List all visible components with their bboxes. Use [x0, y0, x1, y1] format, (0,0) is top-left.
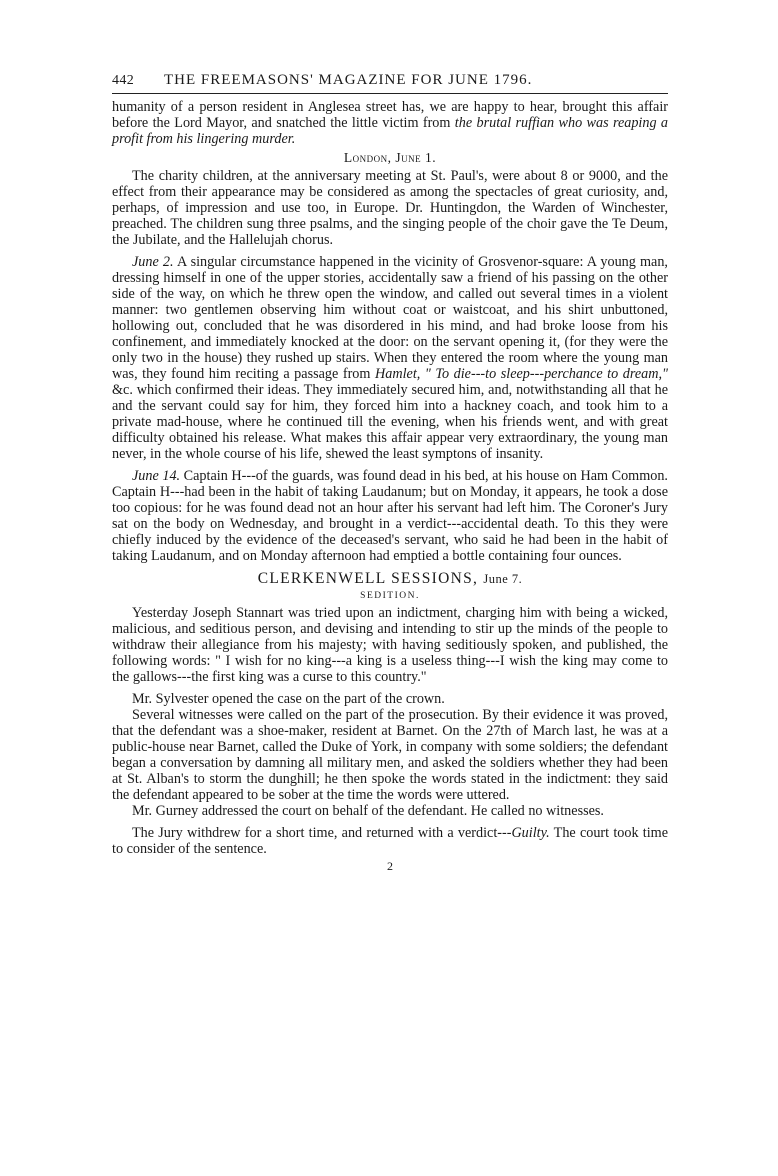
paragraph-text: The court took time to consider of the sentence.	[112, 825, 668, 857]
signature-mark: 2	[387, 859, 393, 873]
verdict-word: Guilty.	[511, 825, 550, 841]
work-title: Hamlet,	[375, 366, 421, 382]
paragraph-captain	[112, 468, 668, 564]
dateline-london: London, June 1.	[343, 150, 437, 165]
paragraph-gurney: Mr. Gurney addressed the court on behalf of the defendant. He called no witnesses.	[132, 803, 604, 819]
section-heading	[112, 570, 668, 588]
entry-date: June 14.	[132, 468, 181, 484]
paragraph-text: A singular circumstance happened in the vicinity of Grosvenor-square: A young man, dressing himself in one of the upper stories, accidentally saw a friend of his passing on the other side of the way, on which he threw open the window, and called out several times in a violent manner: two gentlemen observing him without coat or waistcoat, and his shirt unbuttoned, hollowing out, concluded that he was disordered in his mind, and had broke loose from his confinement, and immediately knocked at the door: on the servant opening it, (for they were the only two in the house) they rushed up stairs. When they entered the room where the young man was, they found him reciting a passage from	[112, 254, 668, 382]
paragraph-indictment: Yesterday Joseph Stannart was tried upon an indictment, charging him with being a wicked, malicious, and seditious person, and devising and intending to stir up the minds of the people to withdraw their allegiance from his majesty; with having seditiously spoken, and published, the following words: " I wish for no king---a king is a useless thing---I wish the king may come to the gallows---the first king was a curse to this country."	[112, 605, 668, 685]
paragraph-grosvenor	[112, 254, 668, 462]
paragraph-italic-text: the brutal ruffian who was reaping a profit from his lingering murder.	[112, 115, 669, 147]
quotation: " To die---to sleep---perchance to dream,"	[424, 366, 669, 382]
paragraph-witnesses: Several witnesses were called on the part of the prosecution. By their evidence it was proved, that the defendant was a shoe-maker, resident at Barnet. On the 27th of March last, he was at a public-house near Barnet, called the Duke of York, in company with some soldiers; the defendant began a conversation by damning all military men, and asked the soldiers whether they had been at St. Alban's to storm the dunghill; he then spoke the words stated in the indictment: they said the defendant appeared to be sober at the time the words were uttered.	[112, 707, 668, 803]
paragraph-text: The Jury withdrew for a short time, and returned with a verdict---	[132, 825, 512, 841]
entry-date: June 2.	[132, 254, 174, 270]
magazine-page	[112, 72, 668, 873]
running-head	[112, 72, 668, 93]
section-subheading: SEDITION.	[360, 591, 420, 601]
paragraph-charity-children: The charity children, at the anniversary meeting at St. Paul's, were about 8 or 9000, and the effect from their appearance may be considered as among the spectacles of great curiosity, and, perhaps, of impression and use too, in Europe. Dr. Huntingdon, the Warden of Winchester, preached. The children sung three psalms, and the singing people of the choir gave the Te Deum, the Jubilate, and the Hallelujah chorus.	[112, 168, 668, 248]
running-title: THE FREEMASONS' MAGAZINE FOR JUNE 1796.	[164, 72, 533, 88]
paragraph-anglesea	[112, 99, 668, 147]
page-number: 442	[112, 73, 135, 88]
paragraph-text: &c. which confirmed their ideas. They immediately secured him, and, notwithstanding all that he and the servant could say for him, they forced him into a hackney coach, and took him to a private mad-house, where he continued till the evening, when his friends went, and with great difficulty obtained his release. What makes this affair appear very extraordinary, the young man never, in the whole course of his life, shewed the least symptons of insanity.	[112, 382, 668, 462]
paragraph-verdict	[112, 825, 668, 857]
header-rule	[112, 93, 668, 94]
paragraph-text: Captain H---of the guards, was found dead in his bed, at his house on Ham Common. Captain H---had been in the habit of taking Laudanum; but on Monday, it appears, he took a dose too copious: for he was found dead not an hour after his servant had left him. The Coroner's Jury sat on the body on Wednesday, and brought in a verdict---accidental death. To this they were chiefly induced by the evidence of the deceased's servant, who said he had been in the habit of taking Laudanum, and on Monday afternoon had emptied a bottle containing four ounces.	[112, 468, 668, 564]
paragraph-sylvester: Mr. Sylvester opened the case on the part of the crown.	[132, 691, 445, 707]
section-date: June 7.	[483, 572, 523, 586]
paragraph-text: humanity of a person resident in Anglesea street has, we are happy to hear, brought this affair before the Lord Mayor, and snatched the little victim from	[112, 99, 668, 131]
section-title: CLERKENWELL SESSIONS,	[257, 570, 479, 587]
